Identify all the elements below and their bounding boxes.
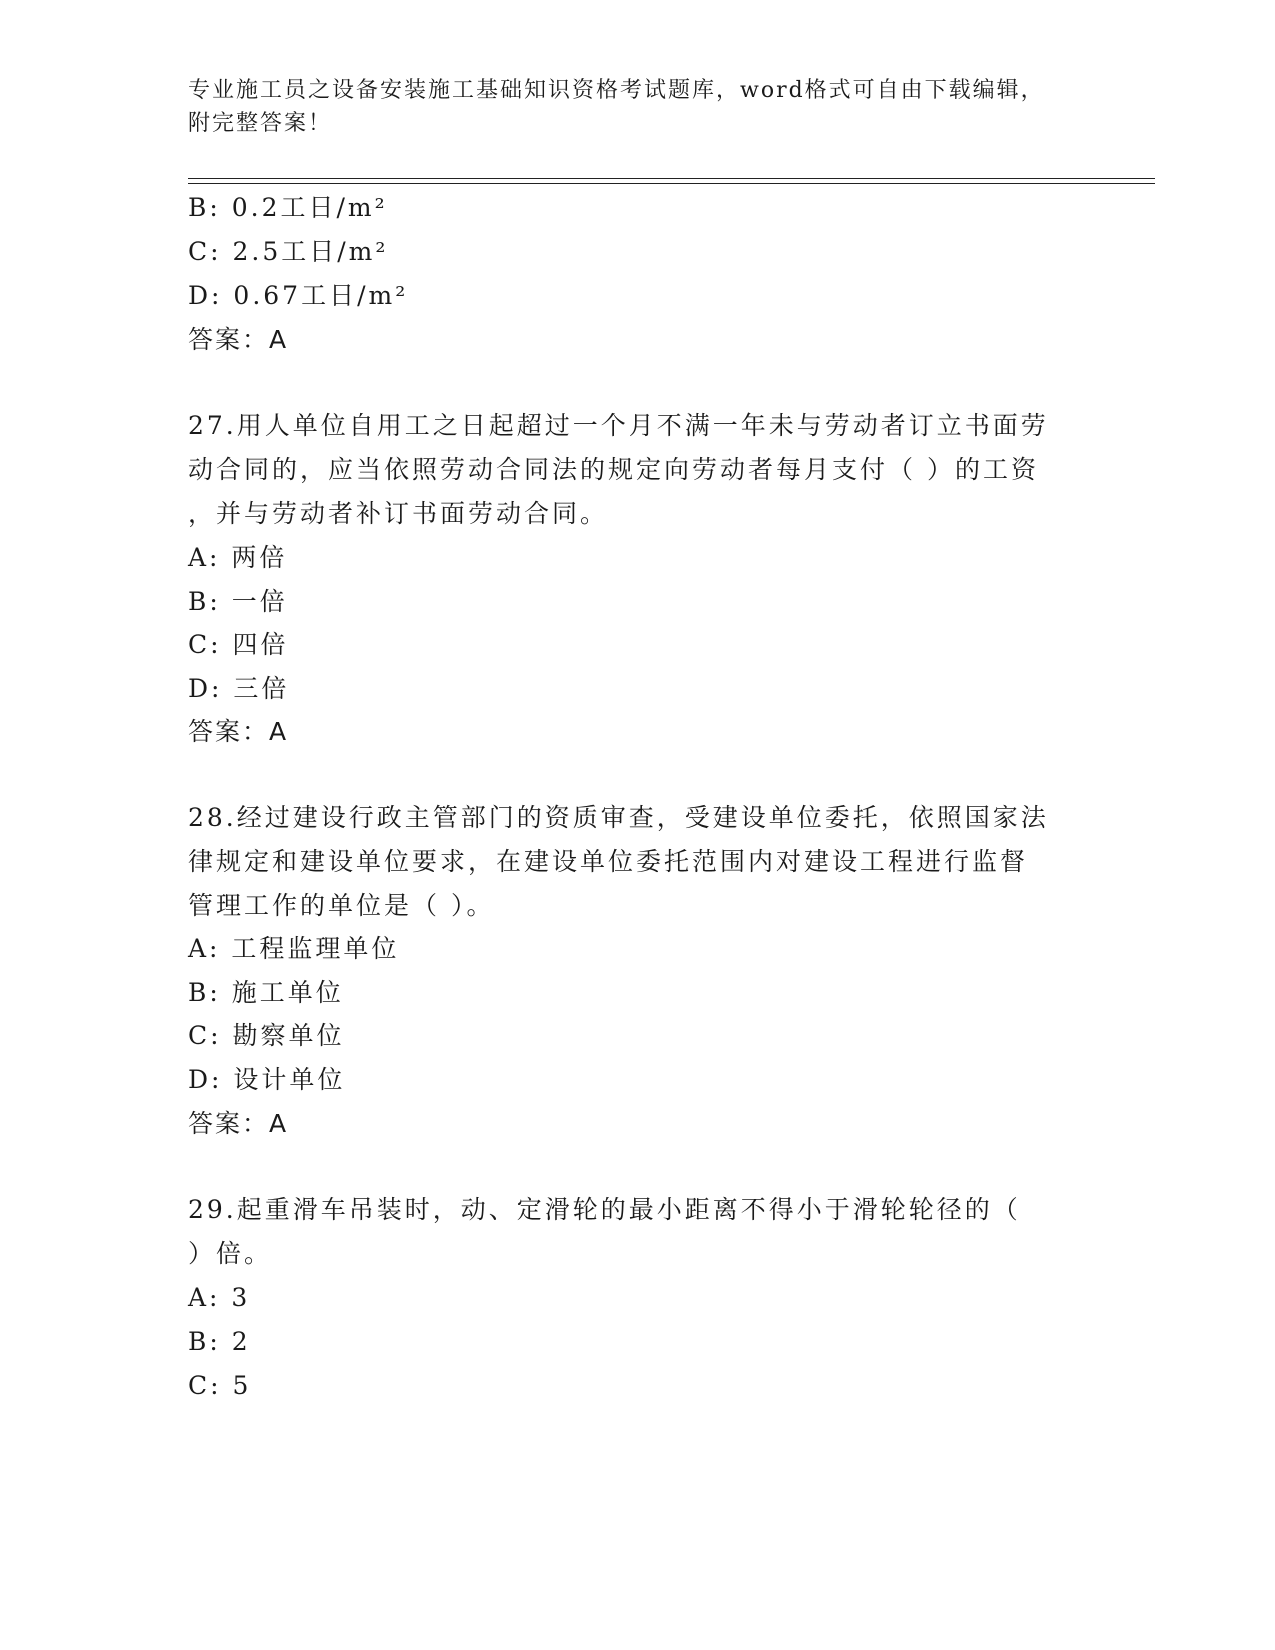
q28-option-b: B: 施工单位: [188, 978, 344, 1007]
q27-option-a: A: 两倍: [188, 543, 288, 572]
q27-answer: 答案：A: [188, 717, 289, 746]
q27-option-c: C: 四倍: [188, 630, 289, 659]
header-line-1: 专业施工员之设备安装施工基础知识资格考试题库，word格式可自由下载编辑，: [188, 78, 1045, 103]
q26-option-b: B: 0.2工日/m²: [188, 193, 388, 222]
header-line-2: 附完整答案！: [188, 111, 333, 136]
q27-text-line-3: ，并与劳动者补订书面劳动合同。: [188, 499, 609, 528]
q28-text-line-2: 律规定和建设单位要求，在建设单位委托范围内对建设工程进行监督: [188, 847, 1029, 876]
q26-option-d: D: 0.67工日/m²: [188, 281, 409, 310]
q28-option-c: C: 勘察单位: [188, 1021, 345, 1050]
q27-option-d: D: 三倍: [188, 674, 290, 703]
q26-answer: 答案：A: [188, 325, 289, 354]
q26-option-c: C: 2.5工日/m²: [188, 237, 389, 266]
q28-answer: 答案：A: [188, 1109, 289, 1138]
q28-text-line-1: 28.经过建设行政主管部门的资质审查，受建设单位委托，依照国家法: [188, 803, 1049, 832]
q29-option-c: C: 5: [188, 1371, 252, 1400]
q28-option-d: D: 设计单位: [188, 1065, 346, 1094]
q29-option-a: A: 3: [188, 1283, 251, 1312]
header-rule-top: [188, 178, 1155, 179]
q29-text-line-1: 29.起重滑车吊装时，动、定滑轮的最小距离不得小于滑轮轮径的（: [188, 1195, 1021, 1224]
q28-text-line-3: 管理工作的单位是（ ）。: [188, 891, 495, 920]
q28-option-a: A: 工程监理单位: [188, 934, 400, 963]
q27-text-line-2: 动合同的，应当依照劳动合同法的规定向劳动者每月支付（ ）的工资: [188, 455, 1039, 484]
q29-option-b: B: 2: [188, 1327, 251, 1356]
q29-text-line-2: ）倍。: [188, 1239, 273, 1268]
document-header: [188, 74, 1068, 140]
q27-text-line-1: 27.用人单位自用工之日起超过一个月不满一年未与劳动者订立书面劳: [188, 411, 1049, 440]
header-rule-bottom: [188, 183, 1155, 184]
q27-option-b: B: 一倍: [188, 587, 288, 616]
